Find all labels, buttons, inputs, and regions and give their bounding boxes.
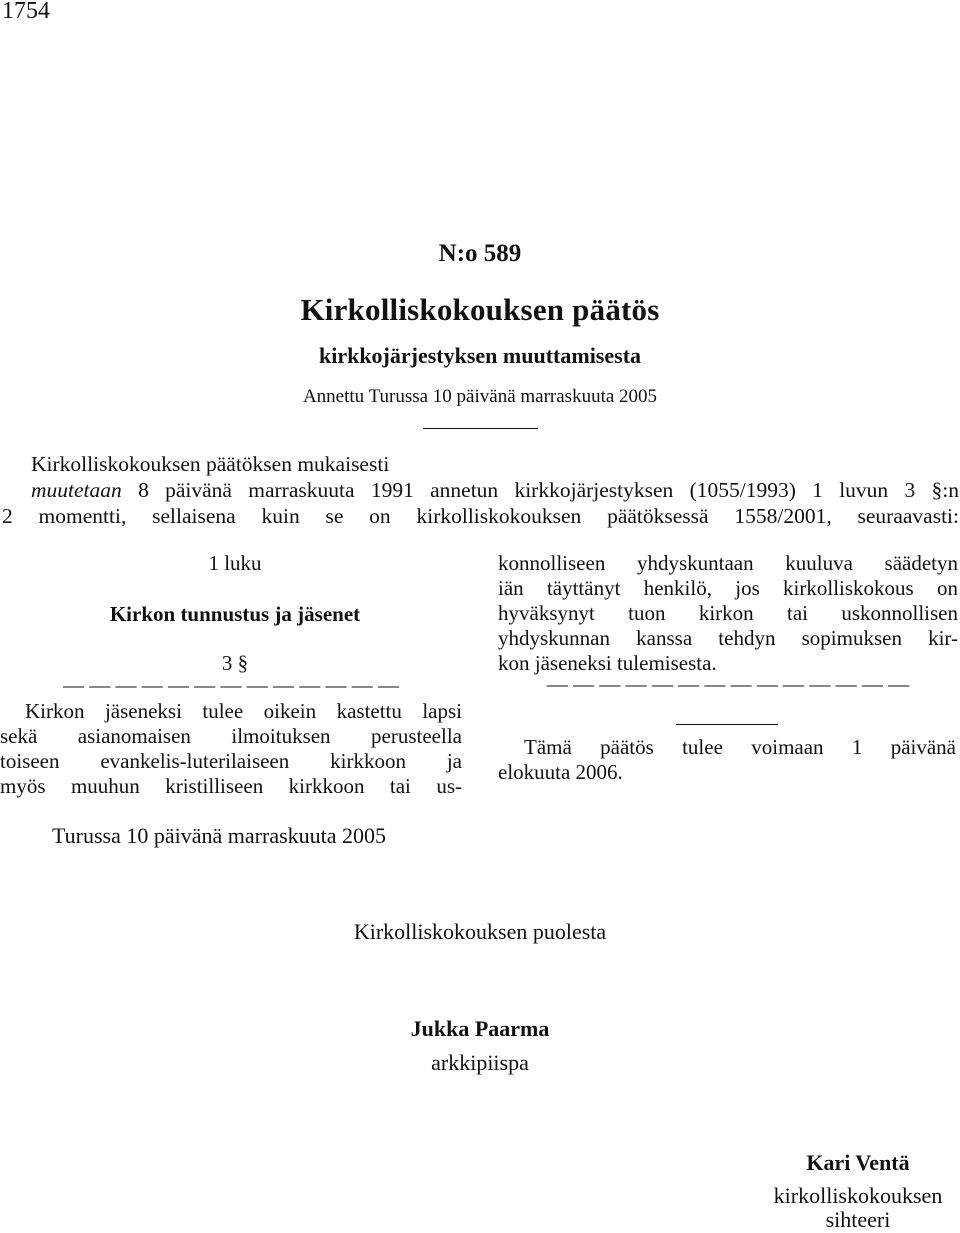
text-line: sekä asianomaisen ilmoituksen perusteella bbox=[0, 724, 462, 748]
chapter-label: 1 luku bbox=[208, 551, 262, 575]
left-column-text bbox=[0, 699, 462, 799]
intro-line-rest: 8 päivänä marraskuuta 1991 annetun kirkkojärjestyksen (1055/1993) 1 luvun 3 §:n bbox=[121, 478, 959, 502]
effective-date bbox=[498, 735, 958, 785]
omission-marks: — — — — — — — — — — — — — — bbox=[546, 672, 910, 696]
given-date: Annettu Turussa 10 päivänä marraskuuta 2005 bbox=[302, 386, 658, 407]
decision-number: N:o 589 bbox=[438, 240, 522, 267]
page-number: 1754 bbox=[2, 0, 50, 24]
intro-line: Kirkolliskokouksen päätöksen mukaisesti bbox=[31, 452, 390, 476]
omission-marks: — — — — — — — — — — — — — bbox=[63, 673, 399, 697]
text-line: myös muuhun kristilliseen kirkkoon tai us- bbox=[0, 774, 462, 798]
right-column-text bbox=[498, 551, 958, 676]
secretary-role: kirkolliskokouksen bbox=[773, 1183, 943, 1208]
document-subtitle: kirkkojärjestyksen muuttamisesta bbox=[318, 343, 642, 368]
section-divider bbox=[676, 724, 778, 725]
document-title: Kirkolliskokouksen päätös bbox=[300, 292, 660, 327]
intro-paragraph bbox=[2, 451, 959, 529]
text-line: elokuuta 2006. bbox=[498, 760, 623, 784]
section-label: 3 § bbox=[221, 651, 249, 675]
text-line: Kirkon jäseneksi tulee oikein kastettu lapsi bbox=[25, 699, 462, 723]
text-line: kon jäseneksi tulemisesta. bbox=[498, 651, 717, 675]
text-line: hyväksynyt tuon kirkon tai uskonnollisen bbox=[498, 601, 958, 625]
header-divider bbox=[423, 428, 538, 429]
signer-role: arkkipiispa bbox=[431, 1050, 529, 1075]
place-date: Turussa 10 päivänä marraskuuta 2005 bbox=[52, 823, 387, 848]
text-line: toiseen evankelis-luterilaiseen kirkkoon ja bbox=[0, 749, 462, 773]
intro-line bbox=[31, 477, 959, 503]
text-line: konnolliseen yhdyskuntaan kuuluva säädetyn bbox=[498, 551, 958, 575]
chapter-title: Kirkon tunnustus ja jäsenet bbox=[109, 602, 361, 626]
text-line: Tämä päätös tulee voimaan 1 päivänä bbox=[524, 735, 956, 759]
text-line: iän täyttänyt henkilö, jos kirkolliskokous on bbox=[498, 576, 958, 600]
signer-name: Jukka Paarma bbox=[410, 1016, 550, 1041]
text-line: yhdyskunnan kanssa tehdyn sopimuksen kir- bbox=[498, 626, 958, 650]
amendment-verb: muutetaan bbox=[31, 478, 122, 502]
on-behalf: Kirkolliskokouksen puolesta bbox=[353, 919, 607, 944]
intro-line: 2 momentti, sellaisena kuin se on kirkolliskokouksen päätöksessä 1558/2001, seuraavasti: bbox=[2, 504, 959, 528]
secretary-role: sihteeri bbox=[825, 1207, 891, 1232]
secretary-name: Kari Ventä bbox=[806, 1150, 910, 1175]
